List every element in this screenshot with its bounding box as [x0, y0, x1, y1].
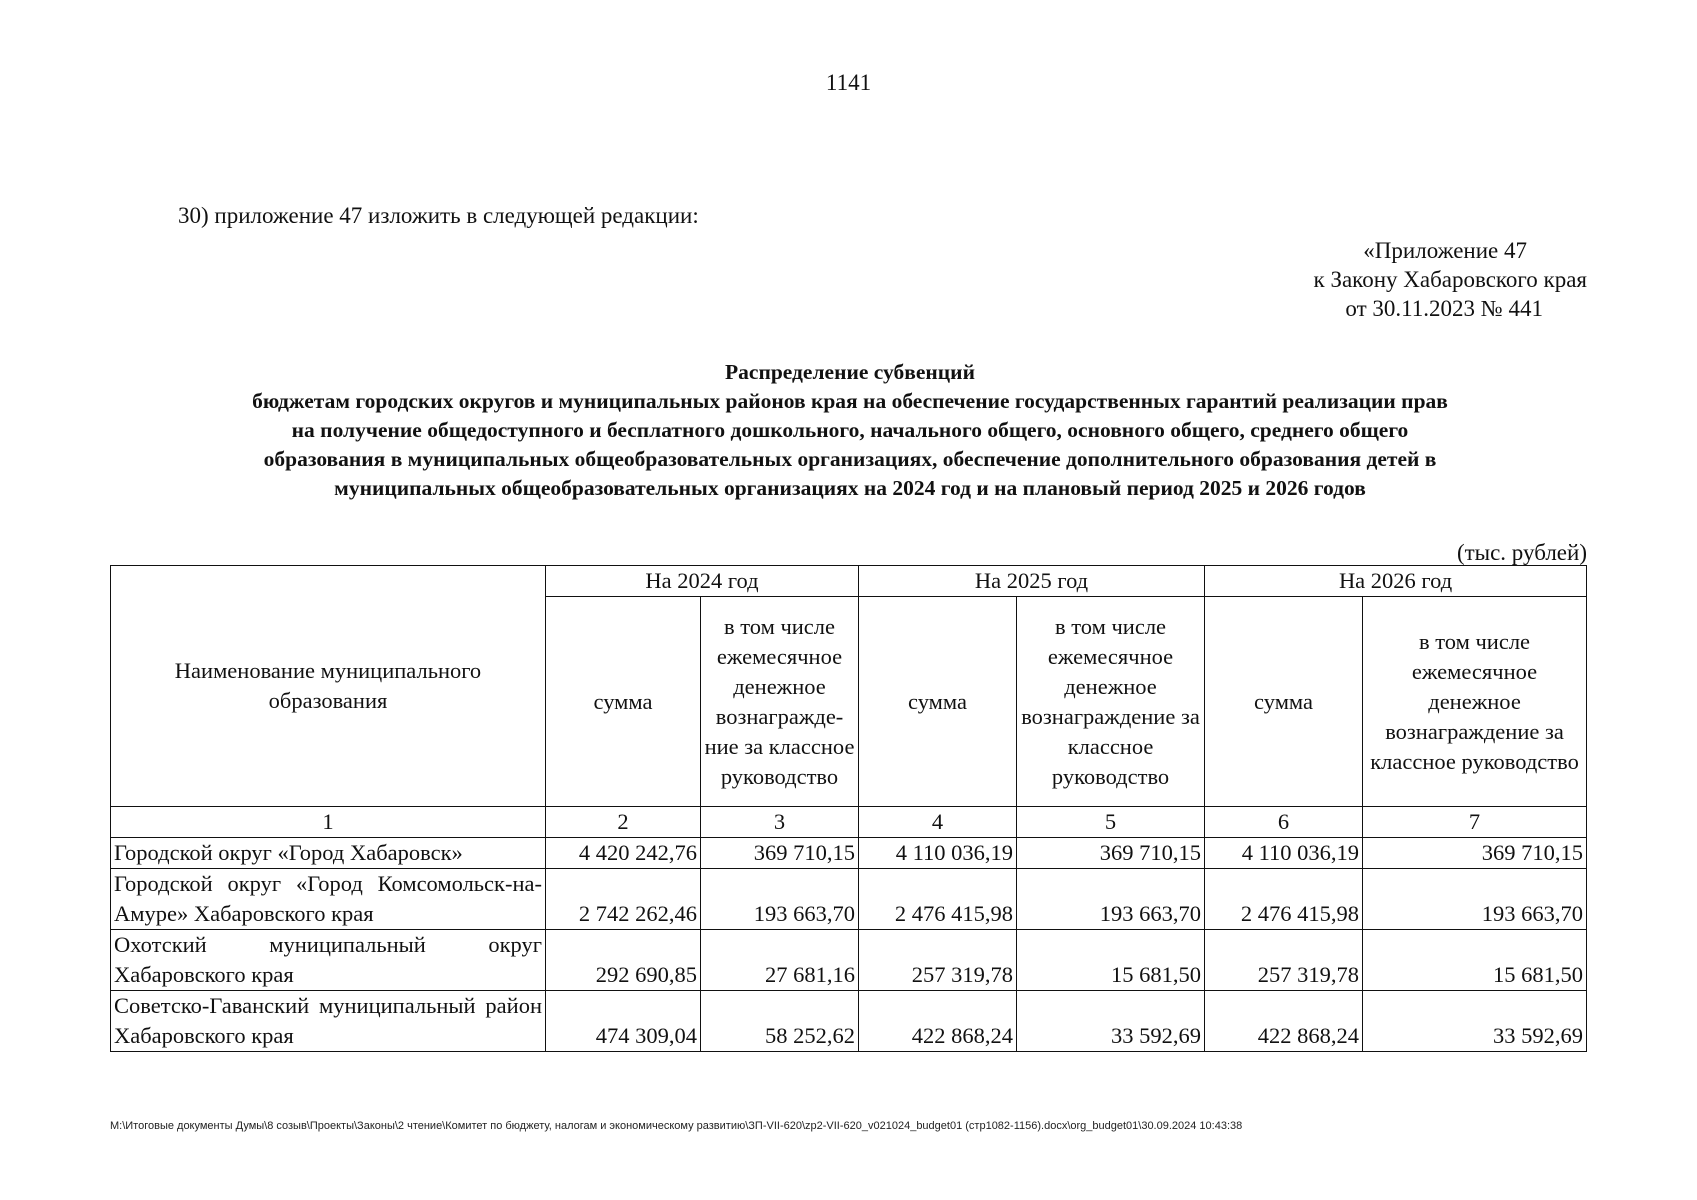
table-row	[111, 930, 1587, 991]
header-incl-2024: в том числе ежемесячное денежное вознагражде-ние за классное руководство	[701, 597, 859, 807]
appendix-line-1: «Приложение 47	[1363, 238, 1527, 263]
header-sum-2026: сумма	[1205, 597, 1363, 807]
column-number: 3	[701, 807, 859, 838]
header-name-column: Наименование муниципального образования	[111, 566, 546, 807]
incl-2024: 27 681,16	[701, 930, 859, 991]
table-row	[111, 991, 1587, 1052]
sum-2024: 292 690,85	[546, 930, 701, 991]
subsidy-table	[110, 565, 1587, 1052]
header-incl-2025: в том числе ежемесячное денежное вознаграждение за классное руководство	[1017, 597, 1205, 807]
title-line-2: бюджетам городских округов и муниципальных районов края на обеспечение государственных гарантий реализации прав	[252, 389, 1448, 413]
incl-2026: 193 663,70	[1363, 869, 1587, 930]
title-line-5: муниципальных общеобразовательных организациях на 2024 год и на плановый период 2025 и 2026 годов	[334, 476, 1366, 500]
header-year-2024: На 2024 год	[546, 566, 859, 597]
incl-2025: 15 681,50	[1017, 930, 1205, 991]
appendix-line-3: от 30.11.2023 № 441	[1345, 296, 1543, 321]
sum-2025: 2 476 415,98	[859, 869, 1017, 930]
page-number: 1141	[825, 70, 872, 95]
sum-2024: 2 742 262,46	[546, 869, 701, 930]
incl-2025: 33 592,69	[1017, 991, 1205, 1052]
sum-2025: 422 868,24	[859, 991, 1017, 1052]
header-incl-2026: в том числе ежемесячное денежное вознаграждение за классное руководство	[1363, 597, 1587, 807]
incl-2024: 58 252,62	[701, 991, 859, 1052]
sum-2026: 422 868,24	[1205, 991, 1363, 1052]
header-sum-2024: сумма	[546, 597, 701, 807]
file-path-footer: M:\Итоговые документы Думы\8 созыв\Проекты\Законы\2 чтение\Комитет по бюджету, налогам и экономическому развитию\ЗП-VII-620\zp2-VII-620_v021024_budget01 (стр1082-1156).docx\org_budget01\30.09.2024 10:43:38	[110, 1120, 1243, 1132]
column-number-row	[111, 807, 1587, 838]
incl-2025: 369 710,15	[1017, 838, 1205, 869]
appendix-reference	[1187, 236, 1587, 323]
column-number: 2	[546, 807, 701, 838]
header-year-2026: На 2026 год	[1205, 566, 1587, 597]
column-number: 1	[111, 807, 546, 838]
table-row	[111, 838, 1587, 869]
title-line-4: образования в муниципальных общеобразовательных организациях, обеспечение дополнительного образования детей в	[263, 447, 1437, 471]
sum-2026: 4 110 036,19	[1205, 838, 1363, 869]
column-number: 6	[1205, 807, 1363, 838]
municipality-name: Городской округ «Город Хабаровск»	[111, 838, 546, 869]
title-line-3: на получение общедоступного и бесплатного дошкольного, начального общего, основного общего, среднего общего	[291, 418, 1409, 442]
title-line-1: Распределение субвенций	[725, 360, 975, 384]
incl-2025: 193 663,70	[1017, 869, 1205, 930]
document-title	[100, 358, 1600, 503]
sum-2026: 2 476 415,98	[1205, 869, 1363, 930]
incl-2026: 15 681,50	[1363, 930, 1587, 991]
header-row-years	[111, 566, 1587, 597]
column-number: 5	[1017, 807, 1205, 838]
appendix-line-2: к Закону Хабаровского края	[1313, 267, 1587, 292]
sum-2026: 257 319,78	[1205, 930, 1363, 991]
sum-2025: 257 319,78	[859, 930, 1017, 991]
incl-2024: 369 710,15	[701, 838, 859, 869]
municipality-name: Городской округ «Город Комсомольск-на-Амуре» Хабаровского края	[111, 869, 546, 930]
municipality-name: Советско-Гаванский муниципальный район Хабаровского края	[111, 991, 546, 1052]
incl-2024: 193 663,70	[701, 869, 859, 930]
units-label: (тыс. рублей)	[1456, 540, 1587, 565]
municipality-name: Охотский муниципальный округ Хабаровского края	[111, 930, 546, 991]
table-row	[111, 869, 1587, 930]
intro-text: 30) приложение 47 изложить в следующей редакции:	[178, 203, 699, 228]
incl-2026: 369 710,15	[1363, 838, 1587, 869]
sum-2024: 4 420 242,76	[546, 838, 701, 869]
sum-2025: 4 110 036,19	[859, 838, 1017, 869]
column-number: 7	[1363, 807, 1587, 838]
header-year-2025: На 2025 год	[859, 566, 1205, 597]
sum-2024: 474 309,04	[546, 991, 701, 1052]
column-number: 4	[859, 807, 1017, 838]
incl-2026: 33 592,69	[1363, 991, 1587, 1052]
header-sum-2025: сумма	[859, 597, 1017, 807]
